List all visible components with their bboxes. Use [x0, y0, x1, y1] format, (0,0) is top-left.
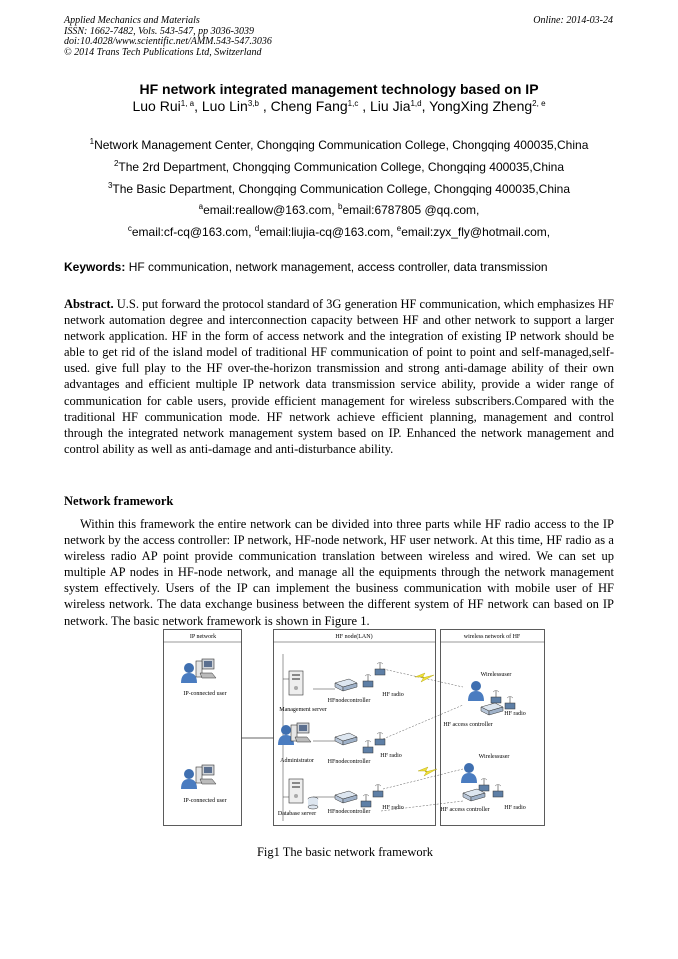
ip-user-1-label: IP-connected user: [183, 691, 227, 697]
hf-radio-2-label: HF radio: [380, 753, 402, 759]
author-sup: 1,c: [347, 99, 359, 108]
paper-title: HF network integrated management technology based on IP: [139, 81, 539, 97]
author-sep: ,: [358, 98, 371, 114]
author-list: [0, 98, 678, 114]
wireless-user-2-label: Wirelessuser: [478, 754, 510, 760]
email-line-1: $^a$email:reallow@163.com, $^b$email:6787805 @qq.com,: [198, 202, 480, 217]
database-server-label: Database server: [277, 811, 317, 817]
management-server-icon: [289, 671, 303, 695]
figure-caption: Fig1 The basic network framework: [256, 845, 434, 859]
author-sep: ,: [421, 98, 430, 114]
author-sup: 3,b: [247, 99, 259, 108]
hf-radio-5-label: HF radio: [504, 805, 526, 811]
hf-radio-1-label: HF radio: [382, 692, 404, 698]
abstract: [64, 296, 614, 457]
keywords-label: Keywords:: [64, 260, 126, 274]
hf-node-label: HF node(LAN): [335, 634, 373, 640]
author: Liu Jia: [370, 98, 411, 114]
author-sep: ,: [194, 98, 202, 114]
issn: ISSN: 1662-7482, Vols. 543-547, pp 3036-3039: [64, 25, 254, 37]
network-framework-figure: [163, 629, 547, 826]
author: YongXing Zheng: [429, 98, 533, 114]
ip-network-label: IP network: [189, 634, 217, 640]
wireless-network-label: wireless network of HF: [463, 634, 521, 640]
hf-radio-3-label: HF radio: [382, 805, 404, 811]
journal-header: [64, 16, 272, 58]
author-sup: 2, e: [532, 99, 546, 108]
email-line-2: $^c$email:cf-cq@163.com, $^d$email:liujia-cq@163.com, $^e$email:zyx_fly@hotmail.com,: [127, 224, 551, 239]
hf-node-controller-3-label: HFnodecontroller: [327, 809, 371, 815]
hf-access-controller-2-label: HF access controller: [440, 807, 490, 813]
hf-node-controller-1-label: HFnodecontroller: [327, 698, 371, 704]
copyright: © 2014 Trans Tech Publications Ltd, Switzerland: [64, 46, 262, 58]
author-sup: 1,d: [410, 99, 422, 108]
doi: doi:10.4028/www.scientific.net/AMM.543-547.3036: [64, 36, 272, 48]
affiliation-1: $^1$Network Management Center, Chongqing Communication College, Chongqing 400035,China: [89, 137, 589, 152]
abstract-label: Abstract.: [64, 297, 114, 311]
keywords: [64, 260, 548, 274]
management-server-label: Management server: [279, 707, 327, 713]
online-date: Online: 2014-03-24: [533, 15, 613, 26]
author-sep: ,: [258, 98, 271, 114]
hf-access-controller-1-label: HF access controller: [443, 722, 493, 728]
section-body: Within this framework the entire network can be divided into three parts while HF radio access to the IP network by the access controller: IP network, HF-node network, HF user network. At this time, HF radio as a wireless radio AP point provide communication translation between wireless and wired. We can set up multiple AP nodes in HF-node network, and manage all the equipments through the network management system effectively. Users of the IP can implement the business communication with mobile user of HF wireless network. The data exchange business between the different system of HF network can based on IP network. The basic network framework is shown in Figure 1.: [64, 517, 614, 628]
author: Luo Rui: [132, 98, 181, 114]
affiliation-2: $^2$The 2rd Department, Chongqing Communication College, Chongqing 400035,China: [113, 159, 565, 174]
affiliation-3: $^3$The Basic Department, Chongqing Communication College, Chongqing 400035,China: [107, 181, 571, 196]
wireless-user-1-label: Wirelessuser: [480, 672, 512, 678]
author: Luo Lin: [201, 98, 248, 114]
author: Cheng Fang: [270, 98, 348, 114]
section-heading: Network framework: [64, 494, 174, 508]
journal-name: Applied Mechanics and Materials: [64, 15, 200, 26]
ip-user-2-label: IP-connected user: [183, 798, 227, 804]
hf-node-controller-2-label: HFnodecontroller: [327, 759, 371, 765]
abstract-text: U.S. put forward the protocol standard of 3G generation HF communication, which emphasizes HF network automation degree and interconnection capacity between HF and other network to support a larger network application. HF in the form of access network and the integration of existing IP network should be able to get rid of the island model of traditional HF communication of point to point and self-managed,self-used. give full play to the HF over-the-horizon transmission and strong anti-damage ability of their own advantages and efficient multiple IP network data transmission service ability, provide a wider range of communication for cable users, provide efficient management for wireless subscribers.Compared with the traditional HF communication mode. HF network achieve efficient planning, management and control through the integrated network management system based on IP. Enhanced the network management and control ability as well as anti-damage and anti-disturbance ability.: [64, 297, 614, 456]
author-sup: 1, a: [180, 99, 195, 108]
hf-radio-4-label: HF radio: [504, 711, 526, 717]
keywords-text: HF communication, network management, access controller, data transmission: [125, 260, 548, 274]
administrator-label: Administrator: [280, 758, 314, 764]
